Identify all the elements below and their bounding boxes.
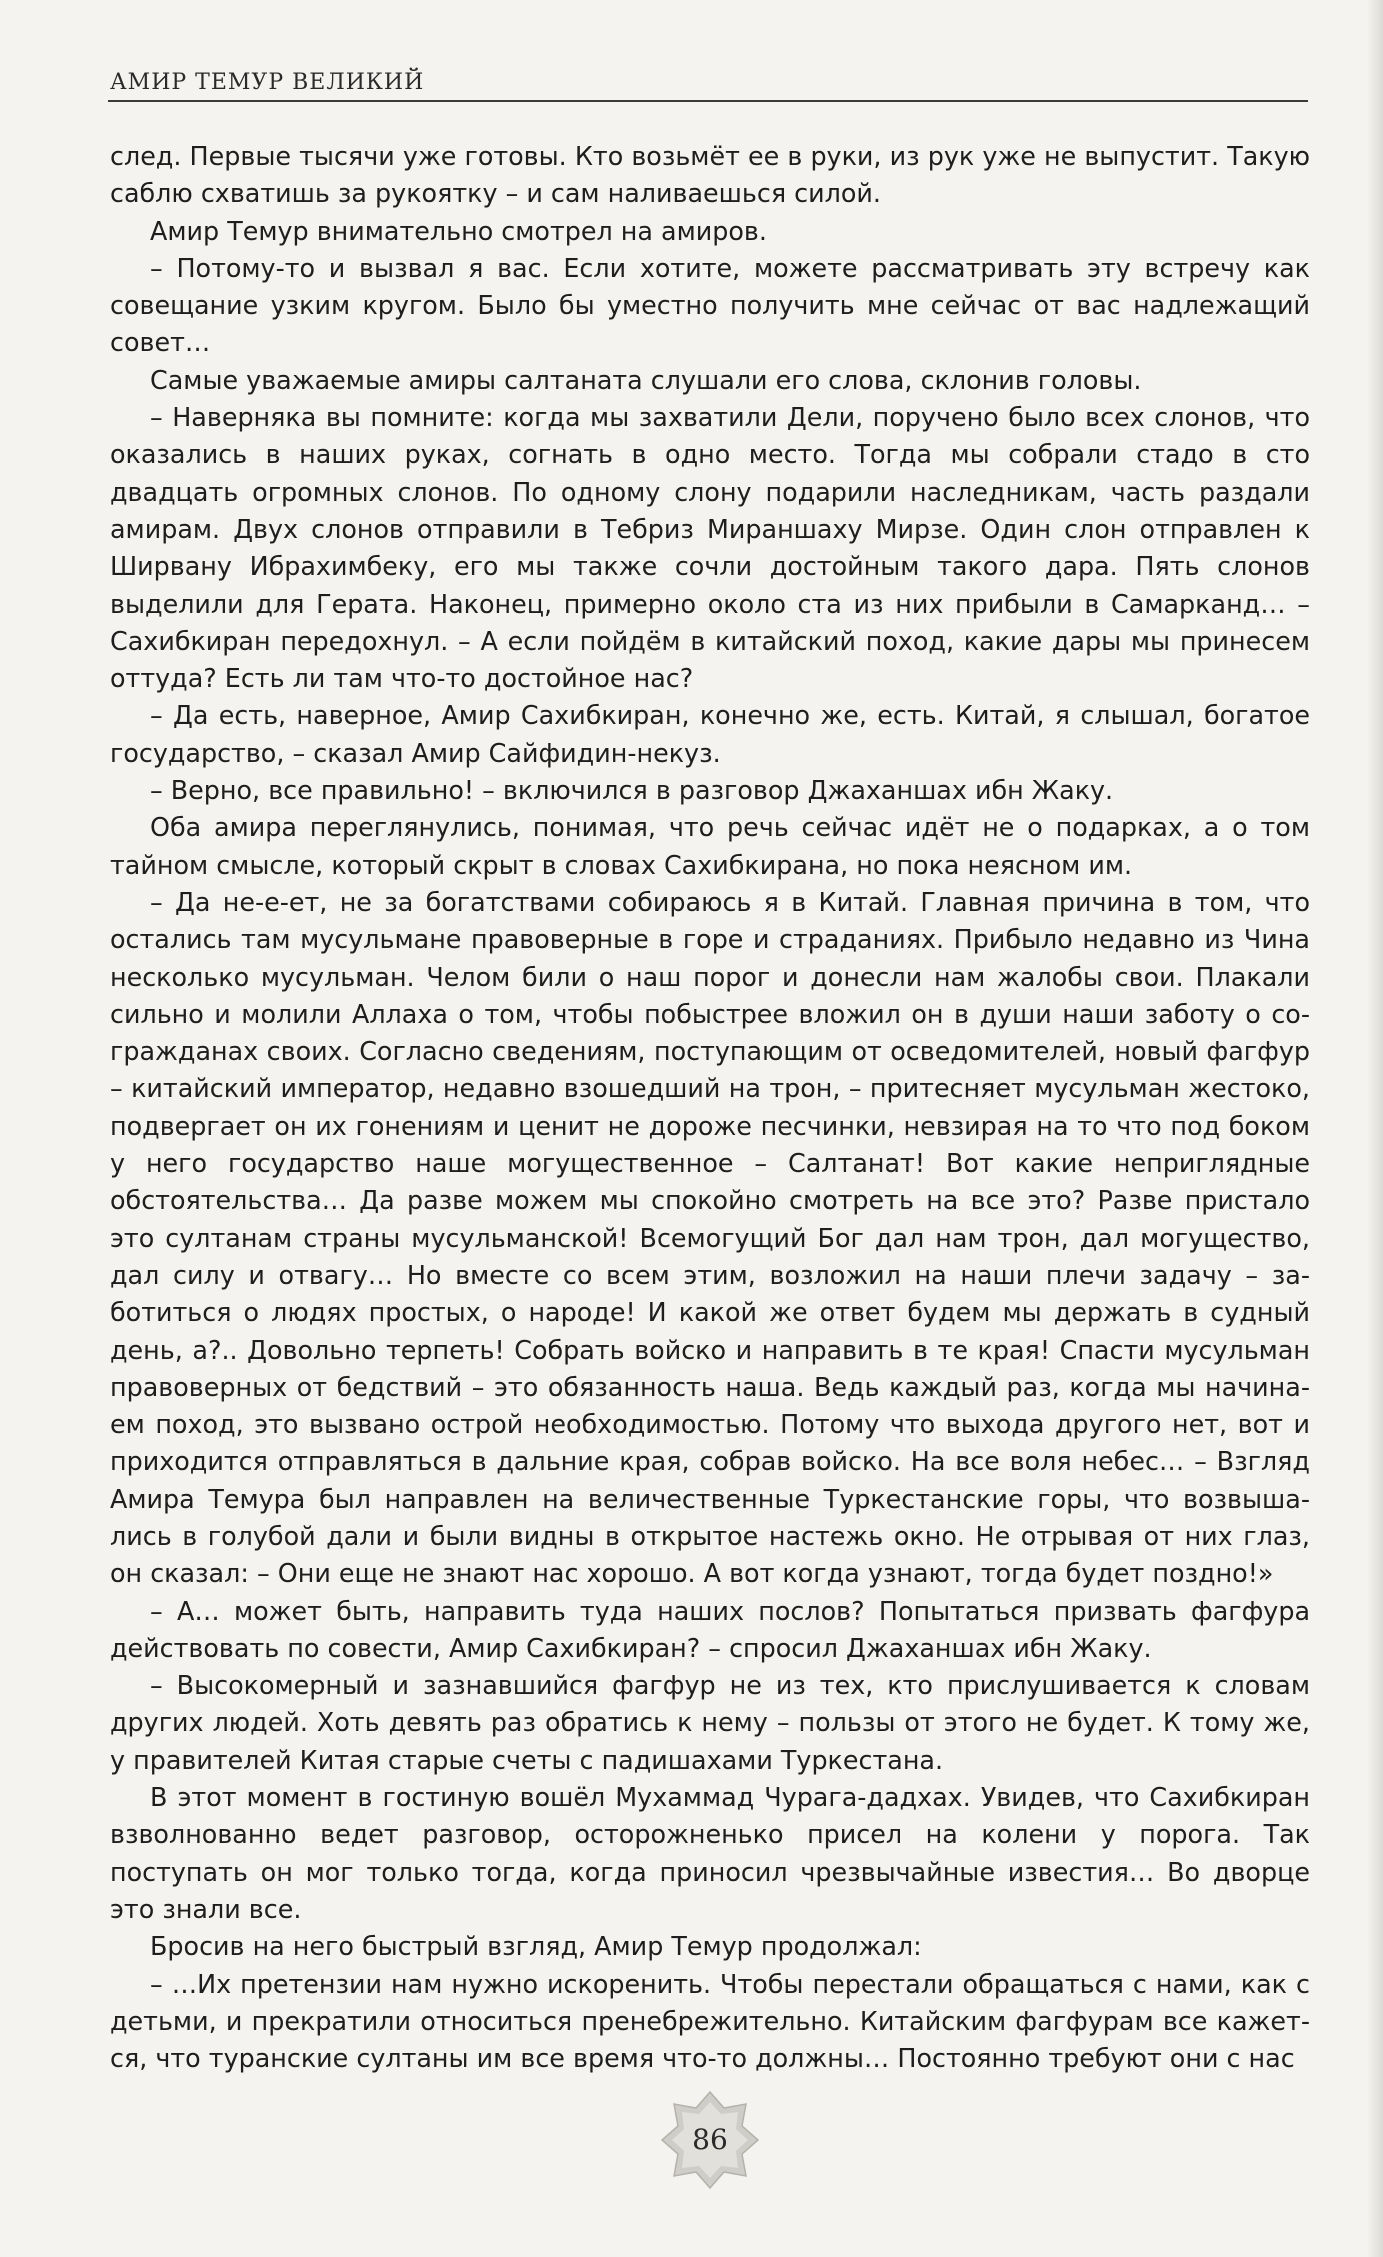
paragraph: Самые уважаемые амиры салтаната слушали его слова, склонив головы. xyxy=(150,364,1142,395)
paragraph: Бросив на него быстрый взгляд, Амир Темур продолжал: xyxy=(150,1931,922,1962)
paragraph: – Наверняка вы помните: когда мы захватили Дели, поручено было всех слонов, что оказались в наших руках, согнать в одно место. Тогда мы собрали стадо в сто двадцать огромных слонов. По одному слону подарили наследникам, часть раздали амирам. Двух слонов отправили в Тебриз Мираншаху Мирзе. Один слон отправлен к Ширвану Ибрахимбеку, его мы также сочли достойным такого дара. Пять слонов выделили для Герата. Наконец, примерно около ста из них прибыли в Самарканд… – Сахибкиран передохнул. – А если пойдём в китайский поход, какие дары мы принесем оттуда? Есть ли там что-то достойное нас? xyxy=(110,402,1310,694)
page-number-badge xyxy=(660,2090,760,2190)
paragraph: – Потому-то и вызвал я вас. Если хотите, можете рассматривать эту встречу как совещание узким кругом. Было бы уместно получить мне сейчас от вас надлежащий совет… xyxy=(110,252,1310,358)
running-header: АМИР ТЕМУР ВЕЛИКИЙ xyxy=(110,70,425,95)
paragraph: – Верно, все правильно! – включился в разговор Джаханшах ибн Жаку. xyxy=(150,775,1114,806)
page-number: 86 xyxy=(692,2123,728,2156)
paragraph: В этот момент в гостиную вошёл Мухаммад Чурага-дадхах. Увидев, что Сахибкиран взволнованно ведет разговор, осторожненько присел на колени у порога. Так поступать он мог только тогда, когда приносил чрезвычайные известия… Во дворце это знали все. xyxy=(110,1782,1310,1924)
header-rule xyxy=(108,100,1308,102)
page-edge-shadow xyxy=(1367,0,1383,2257)
paragraph: – Высокомерный и зазнавшийся фагфур не из тех, кто прислушивается к словам других людей. Хоть девять раз обратись к нему – пользы от этого не будет. К тому же, у правителей Китая старые счеты с падишахами Туркестана. xyxy=(110,1670,1310,1775)
paragraph: – …Их претензии нам нужно искоренить. Чтобы перестали обращаться с нами, как с детьми, и прекратили относиться пренебрежительно. Китайским фагфурам все кажется, что туранские султаны им все время что-то должны… Постоянно требуют они с нас xyxy=(110,1968,1310,2074)
paragraph: – А… может быть, направить туда наших послов? Попытаться призвать фагфура действовать по совести, Амир Сахибкиран? – спросил Джаханшах ибн Жаку. xyxy=(110,1595,1310,1663)
paragraph: след. Первые тысячи уже готовы. Кто возьмёт ее в руки, из рук уже не выпустит. Такую саблю схватишь за рукоятку – и сам наливаешься силой. xyxy=(110,141,1310,209)
body-text xyxy=(110,138,1310,2077)
paragraph: Амир Темур внимательно смотрел на амиров. xyxy=(150,215,767,246)
paragraph: – Да не-е-ет, не за богатствами собираюсь я в Китай. Главная причина в том, что остались там мусульмане правоверные в горе и страданиях. Прибыло недавно из Чина несколько мусульман. Челом били о наш порог и донесли нам жалобы свои. Плакали сильно и молили Аллаха о том, чтобы побыстрее вложил он в души наши заботу о согражданах своих. Согласно сведениям, поступающим от осведомителей, новый фагфур – китайский император, недавно взошедший на трон, – притесняет мусульман жестоко, подвергает он их гонениям и ценит не дороже песчинки, невзирая на то что под боком у него государство наше могущественное – Салтанат! Вот какие неприглядные обстоятельства… Да разве можем мы спокойно смотреть на все это? Разве пристало это султанам страны мусульманской! Всемогущий Бог дал нам трон, дал могущество, дал силу и отвагу… Но вместе со всем этим, возложил на наши плечи задачу – заботиться о людях простых, о народе! И какой же ответ будем мы держать в судный день, а?.. Довольно терпеть! Собрать войско и направить в те края! Спасти мусульман правоверных от бедствий – это обязанность наша. Ведь каждый раз, когда мы начинаем поход, это вызвано острой необходимостью. Потому что выхода другого нет, вот и приходится отправляться в дальние края, собрав войско. На все воля небес… – Взгляд Амира Темура был направлен на величественные Туркестанские горы, что возвышались в голубой дали и были видны в открытое настежь окно. Не отрывая от них глаз, он сказал: – Они еще не знают нас хорошо. А вот когда узнают, тогда будет поздно!» xyxy=(110,886,1310,1589)
paragraph: Оба амира переглянулись, понимая, что речь сейчас идёт не о подарках, а о том тайном смысле, который скрыт в словах Сахибкирана, но пока неясном им. xyxy=(110,812,1310,880)
paragraph: – Да есть, наверное, Амир Сахибкиран, конечно же, есть. Китай, я слышал, богатое государство, – сказал Амир Сайфидин-некуз. xyxy=(110,700,1310,768)
